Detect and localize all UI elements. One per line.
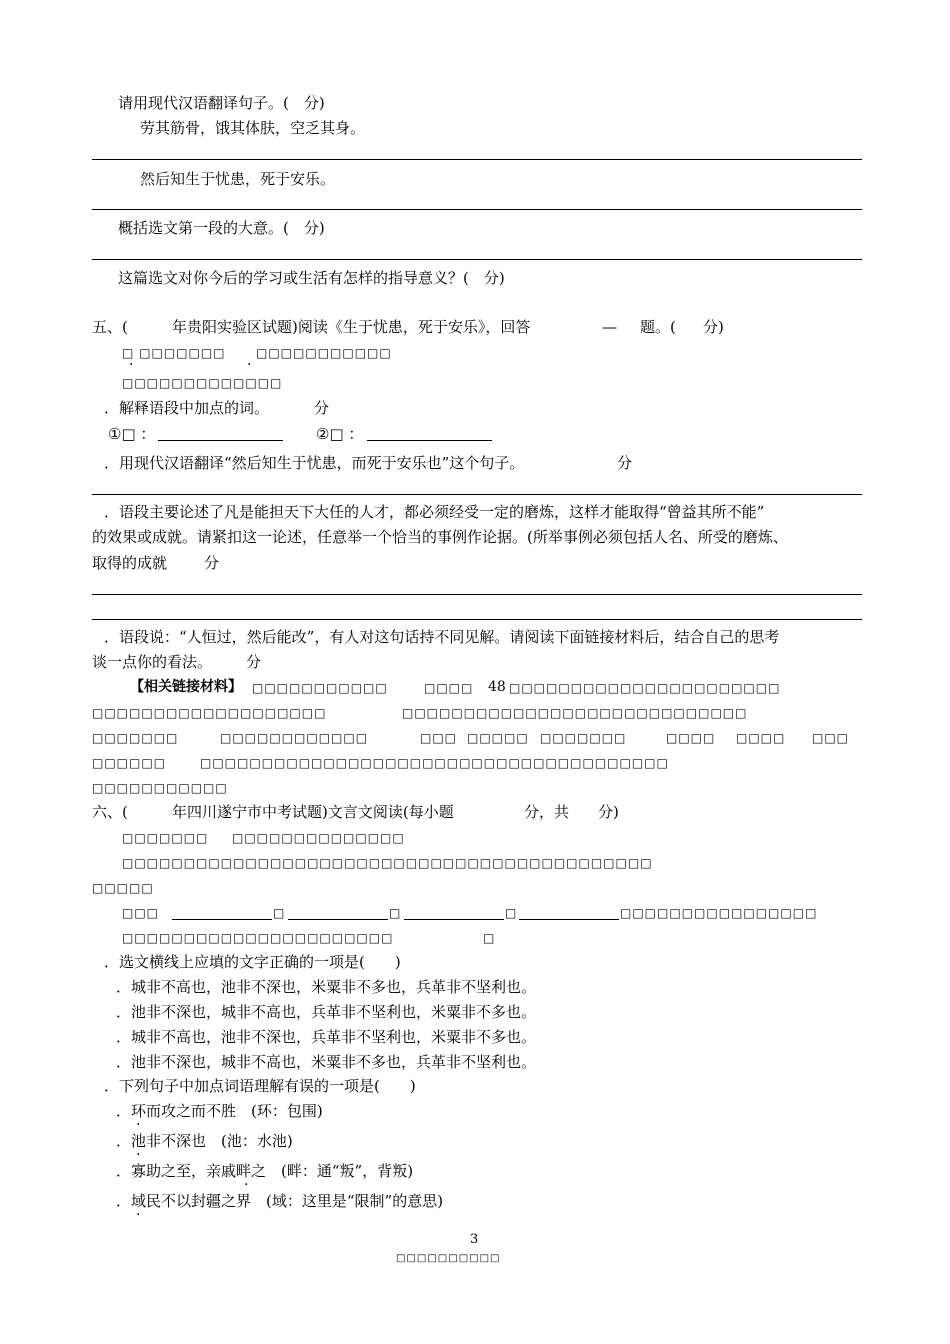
footer-text: □□□□□□□□□□ [396,1253,501,1264]
section5-heading-c: 题。( [640,318,676,336]
answer-line[interactable] [92,494,862,495]
question-2: ．下列句子中加点词语理解有误的一项是( ) [104,1077,416,1095]
option-b[interactable]: ．池非不深也，城非不高也，兵革非不坚利也，米粟非不多也。 [116,1003,537,1021]
sentence-2: 然后知生于忧患，死于安乐。 [140,170,336,188]
answer-line[interactable] [92,259,862,260]
answer-line[interactable] [92,159,862,160]
answer-line[interactable] [92,619,862,620]
option-c[interactable]: ．城非不高也，池非不深也，兵革非不坚利也，米粟非不多也。 [116,1028,537,1046]
garbled-text: □□□□□ [467,731,529,745]
emphasis-dot: · [129,357,134,373]
fill-blank-4[interactable] [519,919,619,920]
garbled-text: □□□□□□ [92,756,167,770]
garbled-text: □□□□□□□□□□□□ [220,731,369,745]
garbled-text: □□□□□ [92,881,154,895]
word-1-label: ①□ ： [108,425,156,443]
section6-heading-d: 分) [598,803,619,821]
emphasis-dot: · [244,1177,249,1193]
garbled-text: □□□ [812,731,850,745]
question-2: ．用现代汉语翻译“然后知生于忧患，而死于安乐也”这个句子。 [104,454,525,472]
meaning-question: 这篇选文对你今后的学习或生活有怎样的指导意义？( 分) [118,269,505,287]
garbled-text: □□□□□□□□□□□□□□□□□□□□□□ [509,681,781,695]
garbled-text: □□□□□□□□□□□□□□□□□□□□□□ [122,931,394,945]
question-3-line-3: 取得的成就 [92,554,168,572]
question-3-line-1: ．语段主要论述了凡是能担天下大任的人才，都必须经受一定的磨炼，这样才能取得“曾益其所不能” [104,503,765,521]
question-3-line-2: 的效果或成就。请紧扣这一论述，任意举一个恰当的事例作论据。(所举事例必须包括人名、所受的磨炼、 [92,528,788,546]
option-b[interactable]: ．池非不深也 (池：水池) [116,1132,293,1150]
answer-line[interactable] [92,594,862,595]
question-1-score: 分 [314,399,330,417]
garbled-text: □□□□□□□□□□□□□□□□□□□□□□□□□□□□□□□□□□□□□□□□□□□ [122,856,653,870]
section5-heading-b: 年贵阳实验区试题)阅读《生于忧患，死于安乐》，回答 [172,318,531,336]
garbled-text: □□□□□□□□□□□ [256,346,392,360]
section5-heading-dash: — [602,318,617,336]
word-2-blank[interactable] [367,440,492,441]
garbled-text: □□□□□□□□□□□□□ [122,376,283,390]
garbled-text: □□□□□□□□□□□ [92,781,228,795]
emphasis-dot: · [136,1117,141,1133]
garbled-text: □ [483,931,496,945]
section6-heading-a: 六、( [92,803,128,821]
page-number: 3 [470,1232,479,1247]
question-4-line-2: 谈一点你的看法。 [92,653,213,671]
garbled-text: □□□□ [736,731,786,745]
emphasis-dot: · [136,1147,141,1163]
garbled-text: □□□□ [424,681,474,695]
option-d[interactable]: ．域民不以封疆之界 (域：这里是“限制”的意思) [116,1192,444,1210]
section5-heading-d: 分) [703,318,724,336]
garbled-text: □□□□□□□ [92,731,179,745]
question-2-score: 分 [617,454,633,472]
garbled-text: □□□□□□□□□□□□□□□□ [620,906,818,920]
option-d[interactable]: ．池非不深也，城非不高也，米粟非不多也，兵革非不坚利也。 [116,1053,537,1071]
garbled-text: □□□□ [666,731,716,745]
section6-heading-c: 分，共 [524,803,570,821]
question-4-score: 分 [246,653,262,671]
garbled-text: □□□ [420,731,458,745]
fill-blank-1[interactable] [172,919,272,920]
fill-blank-2[interactable] [288,919,388,920]
question-4-line-1: ．语段说：“人恒过，然后能改”，有人对这句话持不同见解。请阅读下面链接材料后，结合自己的思考 [104,628,780,646]
emphasis-dot: · [136,1207,141,1223]
garbled-text: □ [273,906,286,920]
summary-question: 概括选文第一段的大意。( 分) [118,219,325,237]
sentence-1: 劳其筋骨，饿其体肤，空乏其身。 [140,119,366,137]
section6-heading-b: 年四川遂宁市中考试题)文言文阅读(每小题 [172,803,454,821]
emphasis-dot: · [247,357,252,373]
answer-line[interactable] [92,209,862,210]
garbled-text: □□□□□□□□□□□□□□ [232,831,405,845]
garbled-text: □ [505,906,518,920]
link-material-label: 【相关链接材料】 [130,679,242,695]
garbled-text: □□□□□□□□□□□ [252,681,388,695]
section5-heading-a: 五、( [92,318,128,336]
option-c[interactable]: ．寡助之至，亲戚畔之 (畔：通“叛”，背叛) [116,1162,414,1180]
number-48: 48 [488,679,506,695]
question-1: ．解释语段中加点的词。 [104,399,270,417]
question-3-score: 分 [204,554,220,572]
question-1: ．选文横线上应填的文字正确的一项是( ) [104,953,401,971]
garbled-text: □□□□□□□ [540,731,627,745]
fill-blank-3[interactable] [404,919,504,920]
garbled-text: □□□□□□□□□□□□□□□□□□□ [92,706,327,720]
translate-question: 请用现代汉语翻译句子。( 分) [118,94,325,112]
garbled-text: □ [389,906,402,920]
garbled-text: □□□□□□□□□□□□□□□□□□□□□□□□□□□□ [402,706,748,720]
garbled-text: □ □□□□□□□ [122,346,226,360]
garbled-text: □□□□□□□□□□□□□□□□□□□□□□□□□□□□□□□□□□□□□□ [200,756,669,770]
garbled-text: □□□□□□□ [122,831,209,845]
option-a[interactable]: ．环而攻之而不胜 (环：包围) [116,1102,323,1120]
word-2-label: ②□ ： [316,425,364,443]
word-1-blank[interactable] [158,440,283,441]
garbled-text: □□□ [122,906,160,920]
option-a[interactable]: ．城非不高也，池非不深也，米粟非不多也，兵革非不坚利也。 [116,978,537,996]
